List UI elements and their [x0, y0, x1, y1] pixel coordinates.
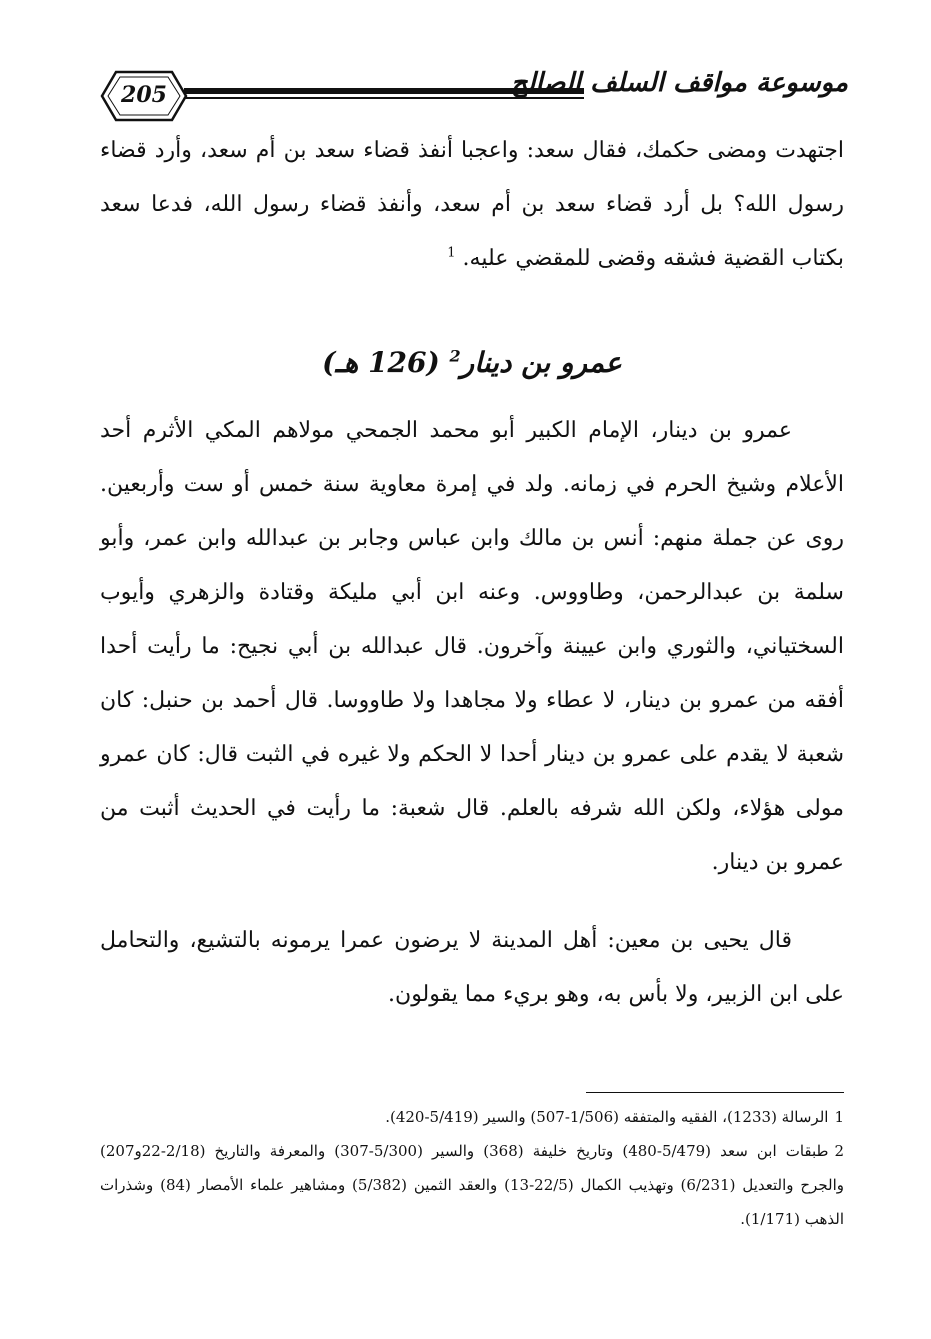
footnote-text: الرسالة (1233)، الفقيه والمتفقه (1/506-507) والسير (5/419-420). — [385, 1108, 829, 1126]
footnote-ref-1: 1 — [447, 245, 456, 261]
footnote-1 — [100, 1100, 844, 1134]
page-header — [100, 64, 848, 128]
paragraph-continuation — [100, 124, 844, 286]
book-title: موسوعة مواقف السلف الصالح — [510, 68, 848, 98]
page-number: 205 — [121, 82, 167, 108]
paragraph-biography: عمرو بن دينار، الإمام الكبير أبو محمد الجمحي مولاهم المكي الأثرم أحد الأعلام وشيخ الحرم في زمانه. ولد في إمرة معاوية سنة خمس أو ست وأربعين. روى عن جملة منهم: أنس بن مالك وابن عباس وجابر بن عبدالله وابن عمر، وأبو سلمة بن عبدالرحمن، وطاووس. وعنه ابن أبي مليكة وقتادة والزهري وأيوب السختياني، والثوري وابن عيينة وآخرون. قال عبدالله بن أبي نجيح: ما رأيت أحدا أفقه من عمرو بن دينار، لا عطاء ولا مجاهدا ولا طاووسا. قال أحمد بن حنبل: كان شعبة لا يقدم على عمرو بن دينار أحدا لا الحكم ولا غيره في الثبت قال: كان عمرو مولى هؤلاء، ولكن الله شرفه بالعلم. قال شعبة: ما رأيت في الحديث أثبت من عمرو بن دينار. — [100, 418, 844, 875]
section-heading — [100, 346, 844, 379]
footnotes — [100, 1100, 844, 1236]
footnote-divider — [586, 1092, 844, 1093]
paragraph-quote: قال يحيى بن معين: أهل المدينة لا يرضون عمرا يرمونه بالتشيع، والتحامل على ابن الزبير، ولا بأس به، وهو بريء مما يقولون. — [100, 928, 844, 1007]
page-number-badge — [100, 70, 188, 122]
paragraph-text: اجتهدت ومضى حكمك، فقال سعد: واعجبا أنفذ قضاء سعد بن أم سعد، وأرد قضاء رسول الله؟ بل أرد قضاء سعد بن أم سعد، وأنفذ قضاء رسول الله، فدعا سعد بكتاب القضية فشقه وقضى للمقضي عليه. — [100, 138, 844, 271]
footnote-text: طبقات ابن سعد (5/479-480) وتاريخ خليفة (368) والسير (5/300-307) والمعرفة والتاريخ (2/18-22و207) والجرح والتعديل (6/231) وتهذيب الكمال (22/5-13) والعقد الثمين (5/382) ومشاهير علماء الأمصار (84) وشذرات الذهب (1/171). — [100, 1142, 844, 1228]
heading-name: عمرو بن دينار — [460, 346, 622, 379]
footnote-number: 2 — [834, 1142, 845, 1160]
footnote-2 — [100, 1134, 844, 1236]
footnote-ref-2: 2 — [449, 346, 461, 366]
heading-date: (126 هـ) — [322, 346, 440, 379]
footnote-number: 1 — [834, 1108, 844, 1126]
